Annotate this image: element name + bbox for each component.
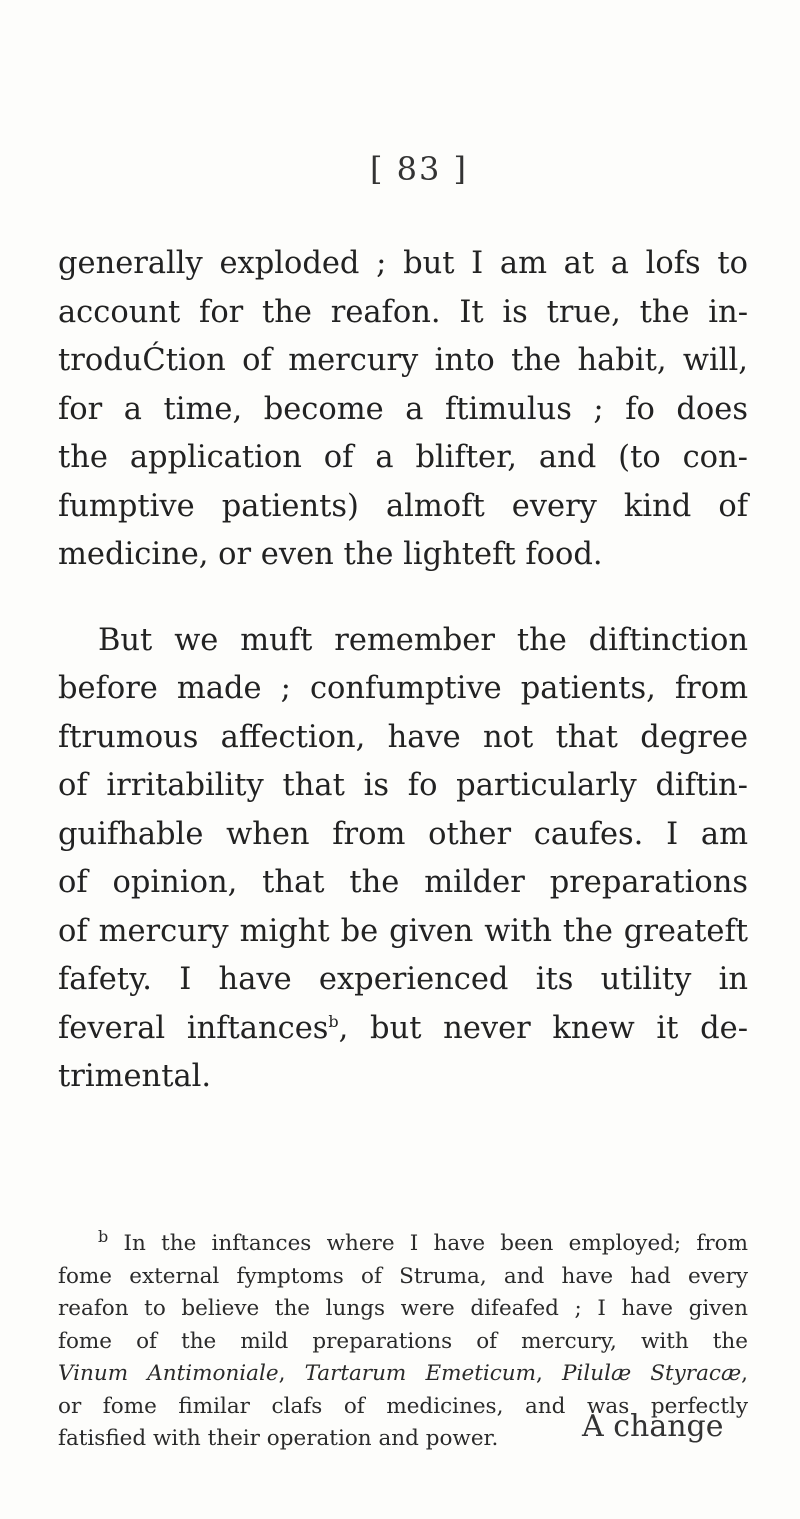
footnote-marker: b [98, 1226, 109, 1246]
text-line: before made ; confumptive patients, from [58, 671, 748, 706]
text-line: generally exploded ; but I am at a lofs to [58, 246, 748, 281]
text-fragment: , [536, 1361, 563, 1386]
catchword: A change [582, 1409, 724, 1444]
page-number: [ 83 ] [370, 150, 469, 188]
footnote-line [58, 1228, 748, 1261]
text-line: fafety. I have experienced its utility in [58, 962, 748, 997]
text-line: fumptive patients) almoft every kind of [58, 488, 748, 524]
text-line: of irritability that is fo particularly diftin- [58, 768, 748, 803]
footnote-line [58, 1358, 748, 1391]
footnote-line: fatisfied with their operation and power. [58, 1426, 499, 1451]
footnote-reference: b [328, 1011, 339, 1031]
text-line: ftrumous affection, have not that degree [58, 719, 748, 755]
footnote-text: In the inftances where I have been employed; from [123, 1231, 748, 1256]
text-fragment: feveral inftances [58, 1010, 329, 1046]
text-fragment: , [278, 1361, 305, 1386]
footnote-line: fome external fymptoms of Struma, and have had every [58, 1263, 748, 1289]
text-line: of mercury might be given with the greateft [58, 913, 748, 949]
text-line: trimental. [58, 1059, 212, 1094]
text-line: troduĆtion of mercury into the habit, will, [58, 343, 748, 378]
text-fragment: , but never knew it de- [338, 1010, 749, 1046]
footnote-line: reafon to believe the lungs were difeafed ; I have given [58, 1296, 748, 1321]
text-line: for a time, become a ftimulus ; fo does [58, 391, 748, 427]
text-line: the application of a blifter, and (to con- [58, 440, 748, 475]
italic-term: Vinum Antimoniale [58, 1361, 279, 1386]
italic-term: Pilulæ Styracæ [562, 1361, 742, 1386]
text-fragment: , [741, 1361, 748, 1386]
text-line: account for the reafon. It is true, the in- [58, 294, 748, 330]
text-line: of opinion, that the milder preparations [58, 865, 748, 900]
text-line: But we muft remember the diftinction [98, 622, 748, 658]
italic-term: Tartarum Emeticum [304, 1361, 537, 1386]
text-line-with-note-ref [58, 1005, 748, 1054]
footnote-line: fome of the mild preparations of mercury, with the [58, 1328, 748, 1354]
text-line: guifhable when from other caufes. I am [58, 816, 748, 852]
main-text [58, 240, 748, 1102]
footnote-line: or fome fimilar clafs of medicines, and was perfectly [58, 1393, 748, 1419]
text-line: medicine, or even the lighteft food. [58, 537, 603, 572]
paragraph-gap [58, 580, 748, 617]
